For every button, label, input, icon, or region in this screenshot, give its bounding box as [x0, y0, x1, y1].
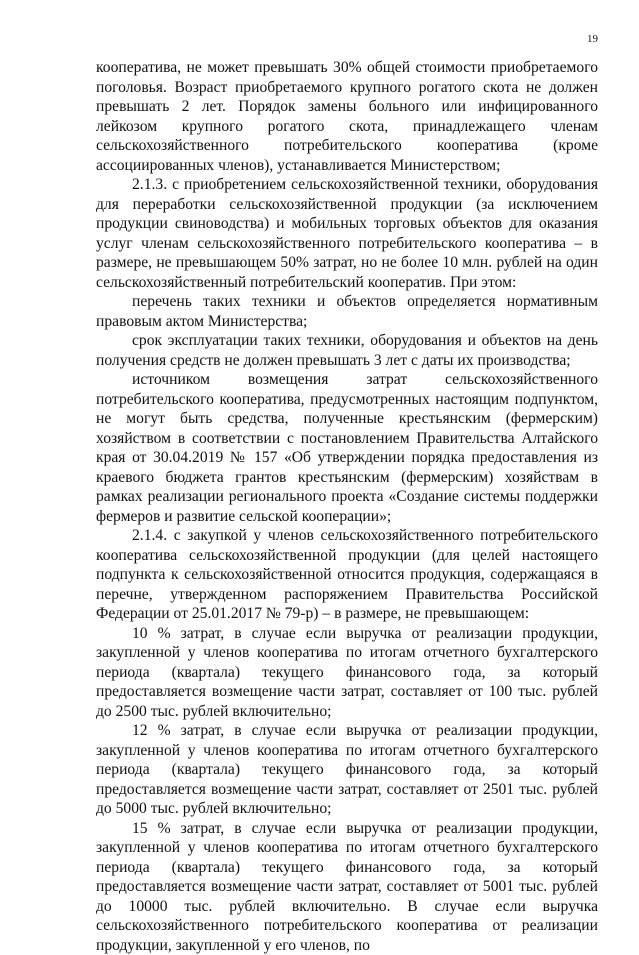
- paragraph-service-life: срок эксплуатации таких техники, оборудования и объектов на день получения средств не должен превышать 3 лет с даты их производства;: [96, 331, 598, 370]
- document-body: [96, 58, 598, 955]
- paragraph-equipment-list: перечень таких техники и объектов определяется нормативным правовым актом Министерства;: [96, 292, 598, 331]
- paragraph-rate-15-percent: 15 % затрат, в случае если выручка от реализации продукции, закупленной у членов кооператива по итогам отчетного бухгалтерского периода (квартала) текущего финансового года, за который предоставляется возмещение части затрат, составляет от 5001 тыс. рублей до 10000 тыс. рублей включительно. В случае если выручка сельскохозяйственного потребительского кооператива от реализации продукции, закупленной у его членов, по: [96, 819, 598, 955]
- paragraph-2-1-4-procurement: 2.1.4. с закупкой у членов сельскохозяйственного потребительского кооператива сельскохозяйственной продукции (для целей настоящего подпункта к сельскохозяйственной относится продукция, содержащаяся в перечне, утвержденном распоряжением Правительства Российской Федерации от 25.01.2017 № 79-р) – в размере, не превышающем:: [96, 526, 598, 624]
- paragraph-2-1-3-equipment: 2.1.3. с приобретением сельскохозяйственной техники, оборудования для переработки сельскохозяйственной продукции (за исключением продукции свиноводства) и мобильных торговых объектов для оказания услуг членам сельскохозяйственного потребительского кооператива – в размере, не превышающем 50% затрат, но не более 10 млн. рублей на один сельскохозяйственный потребительский кооператив. При этом:: [96, 175, 598, 292]
- paragraph-rate-10-percent: 10 % затрат, в случае если выручка от реализации продукции, закупленной у членов кооператива по итогам отчетного бухгалтерского периода (квартала) текущего финансового года, за который предоставляется возмещение части затрат, составляет от 100 тыс. рублей до 2500 тыс. рублей включительно;: [96, 624, 598, 722]
- paragraph-funding-source: источником возмещения затрат сельскохозяйственного потребительского кооператива, предусмотренных настоящим подпунктом, не могут быть средства, полученные крестьянским (фермерским) хозяйством в соответствии с постановлением Правительства Алтайского края от 30.04.2019 № 157 «Об утверждении порядка предоставления из краевого бюджета грантов крестьянским (фермерским) хозяйствам в рамках реализации регионального проекта «Создание системы поддержки фермеров и развитие сельской кооперации»;: [96, 370, 598, 526]
- paragraph-livestock-limits: кооператива, не может превышать 30% общей стоимости приобретаемого поголовья. Возраст приобретаемого крупного рогатого скота не должен превышать 2 лет. Порядок замены больного или инфицированного лейкозом крупного рогатого скота, принадлежащего членам сельскохозяйственного потребительского кооператива (кроме ассоциированных членов), устанавливается Министерством;: [96, 58, 598, 175]
- paragraph-rate-12-percent: 12 % затрат, в случае если выручка от реализации продукции, закупленной у членов кооператива по итогам отчетного бухгалтерского периода (квартала) текущего финансового года, за который предоставляется возмещение части затрат, составляет от 2501 тыс. рублей до 5000 тыс. рублей включительно;: [96, 721, 598, 819]
- page-number: 19: [587, 33, 598, 45]
